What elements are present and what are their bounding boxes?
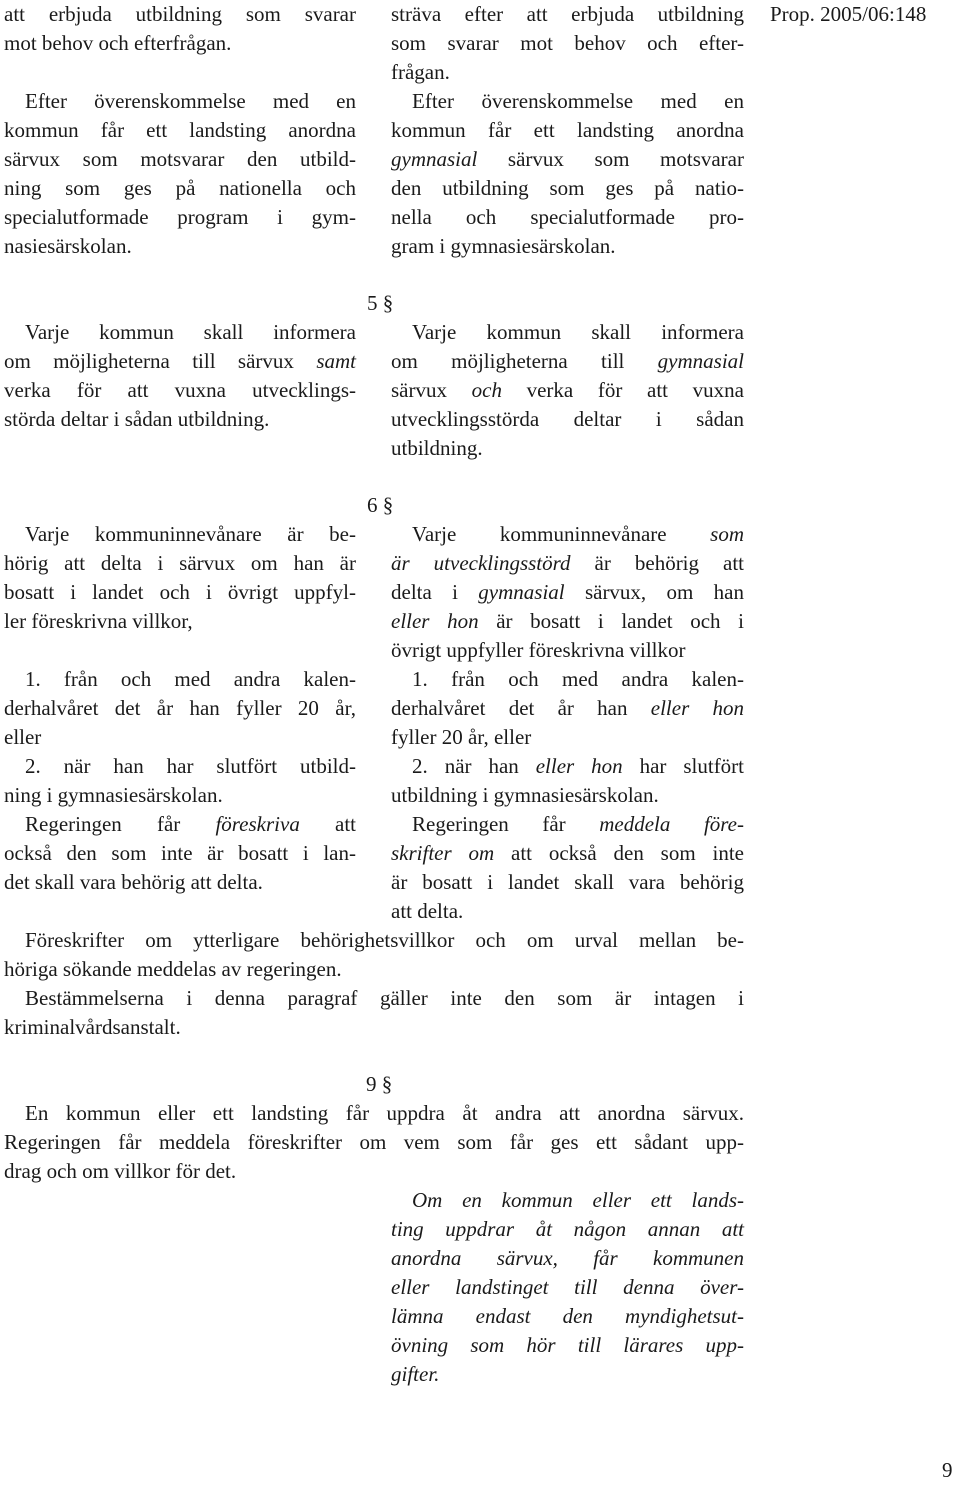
page-ref: Prop. 2005/06:148	[770, 2, 927, 26]
text-line: 1. från och med andra kalen-	[25, 667, 356, 691]
text-line: som svarar mot behov och efter-	[391, 31, 744, 55]
text-line: utbildning.	[391, 436, 483, 460]
section-heading-6: 6 §	[367, 493, 394, 517]
section-heading-9: 9 §	[366, 1072, 393, 1096]
text-line: särvux som motsvarar den utbild-	[4, 147, 356, 171]
text-line: övrigt uppfyller föreskrivna villkor	[391, 638, 686, 662]
text-line: ting uppdrar åt någon annan att	[391, 1217, 744, 1241]
text-line: Regeringen får föreskriva att	[25, 812, 356, 836]
text-line: kriminalvårdsanstalt.	[4, 1015, 181, 1039]
text-line: frågan.	[391, 60, 450, 84]
text-line: också den som inte är bosatt i lan-	[4, 841, 356, 865]
text-line: utbildning i gymnasiesärskolan.	[391, 783, 659, 807]
text-line: Efter överenskommelse med en	[412, 89, 744, 113]
text-line: Varje kommuninnevånare är be-	[25, 522, 356, 546]
text-line: mot behov och efterfrågan.	[4, 31, 232, 55]
text-line: verka för att vuxna utvecklings-	[4, 378, 356, 402]
text-line: 1. från och med andra kalen-	[412, 667, 744, 691]
text-line: lämna endast den myndighetsut-	[391, 1304, 744, 1328]
text-line: Efter överenskommelse med en	[25, 89, 356, 113]
text-line: anordna särvux, får kommunen	[391, 1246, 744, 1270]
text-line: höriga sökande meddelas av regeringen.	[4, 957, 342, 981]
text-line: skrifter om att också den som inte	[391, 841, 744, 865]
text-line: derhalvåret det år han fyller 20 år,	[4, 696, 356, 720]
text-line: Bestämmelserna i denna paragraf gäller inte den som är intagen i	[25, 986, 744, 1010]
page-number: 9	[942, 1458, 953, 1482]
text-line: störda deltar i sådan utbildning.	[4, 407, 270, 431]
text-line: En kommun eller ett landsting får uppdra åt andra att anordna särvux.	[25, 1101, 744, 1125]
text-line: den utbildning som ges på natio-	[391, 176, 744, 200]
text-line: Regeringen får meddela före-	[412, 812, 745, 836]
text-line: Varje kommuninnevånare som	[412, 522, 744, 546]
text-line: nasiesärskolan.	[4, 234, 132, 258]
text-line: eller hon är bosatt i landet och i	[391, 609, 744, 633]
text-line: fyller 20 år, eller	[391, 725, 532, 749]
text-line: att delta.	[391, 899, 464, 923]
text-line: sträva efter att erbjuda utbildning	[391, 2, 744, 26]
text-line: Varje kommun skall informera	[412, 320, 744, 344]
text-line: det skall vara behörig att delta.	[4, 870, 263, 894]
text-line: delta i gymnasial särvux, om han	[391, 580, 744, 604]
text-line: Föreskrifter om ytterligare behörighetsvillkor och om urval mellan be-	[25, 928, 744, 952]
text-line: nella och specialutformade pro-	[391, 205, 744, 229]
text-line: hörig att delta i särvux om han är	[4, 551, 356, 575]
text-line: övning som hör till lärares upp-	[391, 1333, 744, 1357]
text-line: om möjligheterna till gymnasial	[391, 349, 744, 373]
text-line: är utvecklingsstörd är behörig att	[391, 551, 745, 575]
text-line: kommun får ett landsting anordna	[4, 118, 356, 142]
text-line: ning som ges på nationella och	[4, 176, 356, 200]
text-line: gifter.	[391, 1362, 440, 1386]
section-heading-5: 5 §	[367, 291, 394, 315]
text-line: specialutformade program i gym-	[4, 205, 356, 229]
text-line: är bosatt i landet skall vara behörig	[391, 870, 744, 894]
text-line: Varje kommun skall informera	[25, 320, 356, 344]
text-line: derhalvåret det år han eller hon	[391, 696, 745, 720]
text-line: gram i gymnasiesärskolan.	[391, 234, 616, 258]
text-line: Om en kommun eller ett lands-	[412, 1188, 744, 1212]
text-line: ler föreskrivna villkor,	[4, 609, 193, 633]
text-line: ning i gymnasiesärskolan.	[4, 783, 223, 807]
text-line: om möjligheterna till särvux samt	[4, 349, 356, 373]
text-line: gymnasial särvux som motsvarar	[391, 147, 744, 171]
text-line: 2. när han har slutfört utbild-	[25, 754, 356, 778]
text-line: eller landstinget till denna över-	[391, 1275, 744, 1299]
text-line: bosatt i landet och i övrigt uppfyl-	[4, 580, 356, 604]
text-line: särvux och verka för att vuxna	[391, 378, 744, 402]
text-line: kommun får ett landsting anordna	[391, 118, 744, 142]
text-line: utvecklingsstörda deltar i sådan	[391, 407, 744, 431]
text-line: Regeringen får meddela föreskrifter om vem som får ges ett sådant upp-	[4, 1130, 744, 1154]
text-line: att erbjuda utbildning som svarar	[4, 2, 356, 26]
text-line: eller	[4, 725, 42, 749]
text-line: drag och om villkor för det.	[4, 1159, 237, 1183]
text-line: 2. när han eller hon har slutfört	[412, 754, 745, 778]
